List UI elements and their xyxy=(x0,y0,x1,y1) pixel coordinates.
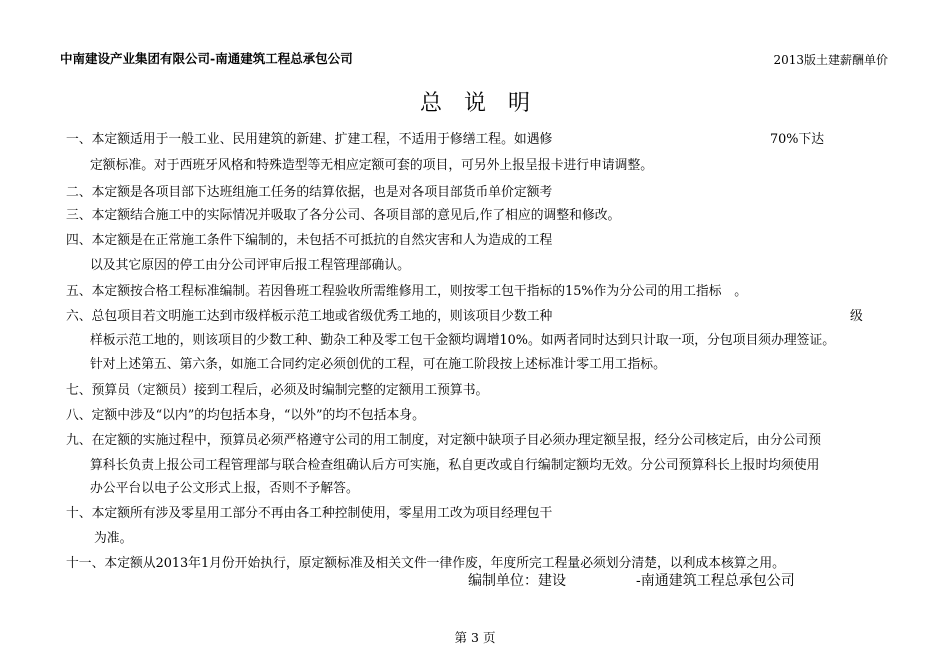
header-company: 中南建设产业集团有限公司-南通建筑工程总承包公司 xyxy=(60,51,353,66)
clause-7: 七、预算员（定额员）接到工程后，必须及时编制完整的定额用工预算书。 xyxy=(66,383,489,398)
page-number: 第 3 页 xyxy=(454,630,496,645)
clause-6-line-3: 针对上述第五、第六条，如施工合同约定必须创优的工程，可在施工阶段按上述标准计零工用工指标。 xyxy=(90,357,666,372)
header-doc-tag: 2013版土建薪酬单价 xyxy=(773,53,888,67)
clause-9-line-3: 办公平台以电子公文形式上报，否则不予解答。 xyxy=(90,481,359,496)
clause-4-line-1: 四、本定额是在正常施工条件下编制的，未包括不可抵抗的自然灾害和人为造成的工程 xyxy=(66,233,553,248)
page-title: 总 说 明 xyxy=(419,91,530,116)
signature-org: -南通建筑工程总承包公司 xyxy=(636,573,795,589)
clause-1-line-2: 定额标准。对于西班牙风格和特殊造型等无相应定额可套的项目，可另外上报呈报卡进行申请调整。 xyxy=(90,158,654,173)
clause-1-ratio: 70%下达 xyxy=(770,132,825,147)
clause-2: 二、本定额是各项目部下达班组施工任务的结算依据，也是对各项目部货币单价定额考 xyxy=(66,185,553,200)
clause-9-line-2: 算科长负责上报公司工程管理部与联合检查组确认后方可实施，私自更改或自行编制定额均无效。分公司预算科长上报时均须使用 xyxy=(90,458,820,473)
clause-8: 八、定额中涉及“以内”的均包括本身，“以外”的均不包括本身。 xyxy=(66,408,425,423)
clause-6-level: 级 xyxy=(850,309,863,324)
clause-4-line-2: 以及其它原因的停工由分公司评审后报工程管理部确认。 xyxy=(90,258,410,273)
clause-1-line-1: 一、本定额适用于一般工业、民用建筑的新建、扩建工程，不适用于修缮工程。如遇修 xyxy=(66,132,553,147)
clause-3: 三、本定额结合施工中的实际情况并吸取了各分公司、各项目部的意见后,作了相应的调整和修改。 xyxy=(66,208,621,223)
clause-11: 十一、本定额从2013年1月份开始执行，原定额标准及相关文件一律作废，年度所完工程量必须划分清楚，以利成本核算之用。 xyxy=(66,556,785,571)
clause-6-line-1: 六、总包项目若文明施工达到市级样板示范工地或省级优秀工地的，则该项目少数工种 xyxy=(66,309,553,324)
signature-label: 编制单位：建设 xyxy=(468,573,566,589)
clause-9-line-1: 九、在定额的实施过程中，预算员必须严格遵守公司的用工制度，对定额中缺项子目必须办理定额呈报，经分公司核定后，由分公司预 xyxy=(66,433,822,448)
clause-10-line-1: 十、本定额所有涉及零星用工部分不再由各工种控制使用，零星用工改为项目经理包干 xyxy=(66,506,553,521)
clause-10-line-2: 为准。 xyxy=(94,531,133,546)
clause-6-line-2: 样板示范工地的，则该项目的少数工种、勤杂工种及零工包干金额均调增10%。如两者同时达到只计取一项，分包项目须办理签证。 xyxy=(90,333,836,348)
clause-5: 五、本定额按合格工程标准编制。若因鲁班工程验收所需维修用工，则按零工包干指标的15%作为分公司的用工指标 。 xyxy=(66,284,748,299)
